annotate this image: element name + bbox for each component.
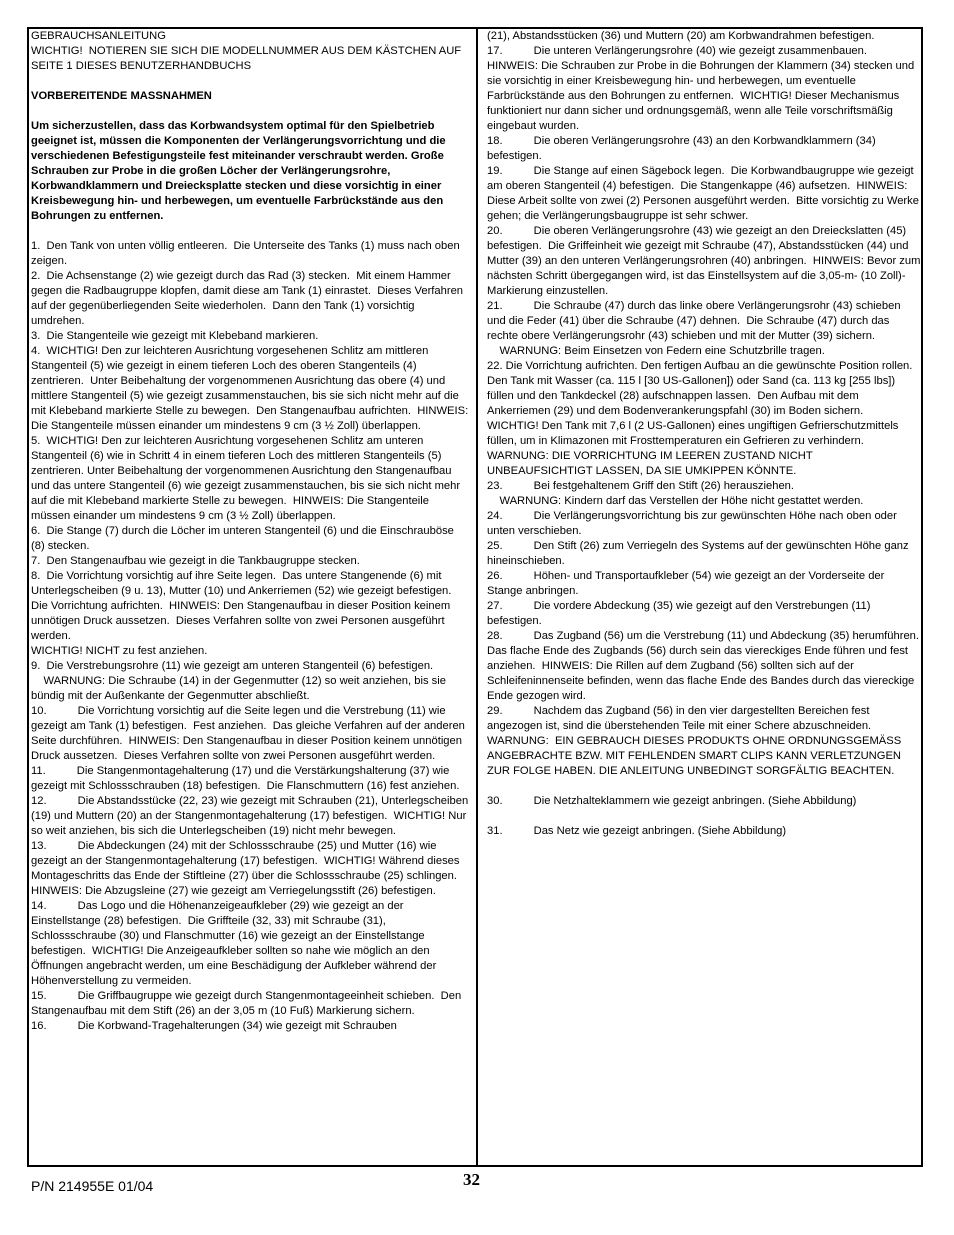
paragraph: 4. WICHTIG! Den zur leichteren Ausrichtung vorgesehenen Schlitz am mittleren Stangenteil (5) wie gezeigt in einem tieferen Loch des oberen Stangenteils (4) zentrieren. Unter Beibehaltung der vorgenommenen Ausrichtung das obere (4) und mittlere Stangenteil (5) wie gezeigt zusammenstauchen, bis sie sich nicht mehr auf die mit Klebeband markierte Stelle zu bewegen. Den Stangenaufbau aufrichten. HINWEIS: Die Stangenteile müssen einander um mindestens 9 cm (3 ½ Zoll) überlappen. <box>31 345 472 432</box>
paragraph: 31. Das Netz wie gezeigt anbringen. (Siehe Abbildung) <box>487 825 787 837</box>
paragraph: WARNUNG: Kindern darf das Verstellen der Höhe nicht gestattet werden. <box>487 495 864 507</box>
blank-line <box>487 809 921 824</box>
paragraph: 15. Die Griffbaugruppe wie gezeigt durch Stangenmontageeinheit schieben. Den Stangenaufbau mit dem Stift (26) an der 3,05 m (10 Fuß) Markierung sichern. <box>31 990 465 1017</box>
blank-line <box>31 74 469 89</box>
paragraph: WARNUNG: EIN GEBRAUCH DIESES PRODUKTS OHNE ORDNUNGSGEMÄSS ANGEBRACHTE BZW. MIT FEHLENDEN SMART CLIPS KANN VERLETZUNGEN ZUR FOLGE HABEN. DIE ANLEITUNG UNBEDINGT SORGFÄLTIG BEACHTEN. <box>487 735 905 777</box>
paragraph: 28. Das Zugband (56) um die Verstrebung (11) und Abdeckung (35) herumführen. Das flache Ende des Zugbands (56) durch sein das viereckiges Ende führen und fest anziehen. HINWEIS: Die Rillen auf dem Zugband (56) sollten sich auf der Schleifeninnenseite befinden, wenn das flache Ende des Bandes durch das viereckige Ende gezogen wird. <box>487 630 926 702</box>
paragraph: 17. Die unteren Verlängerungsrohre (40) wie gezeigt zusammenbauen. HINWEIS: Die Schrauben zur Probe in die Bohrungen der Klammern (34) stecken und sie vorsichtig in einer Kreisbewegung hin- und herbewegen, um eventuelle Farbrückstände aus den Bohrungen zu entfernen. WICHTIG! Dieser Mechanismus funktioniert nur dann sicher und ordnungsgemäß, wenn alle Teile vorschriftsmäßig eingebaut wurden. <box>487 45 918 132</box>
paragraph: 10. Die Vorrichtung vorsichtig auf die Seite legen und die Verstrebung (11) wie gezeigt am Tank (1) befestigen. Fest anziehen. Das gleiche Verfahren auf der anderen Seite durchführen. HINWEIS: Den Stangenaufbau in dieser Position keinem unnötigen Druck aussetzen. Dieses Verfahren sollte von zwei Personen ausgeführt werden. <box>31 705 468 762</box>
paragraph: 9. Die Verstrebungsrohre (11) wie gezeigt am unteren Stangenteil (6) befestigen. <box>31 660 434 672</box>
paragraph: WICHTIG! NOTIEREN SIE SICH DIE MODELLNUMMER AUS DEM KÄSTCHEN AUF SEITE 1 DIESES BENUTZERHANDBUCHS <box>31 45 465 72</box>
paragraph: WARNUNG: DIE VORRICHTUNG IM LEEREN ZUSTAND NICHT UNBEAUFSICHTIGT LASSEN, DA SIE UMKIPPEN KÖNNTE. <box>487 450 816 477</box>
paragraph: 16. Die Korbwand-Tragehalterungen (34) wie gezeigt mit Schrauben <box>31 1020 397 1032</box>
column-divider <box>476 27 478 1167</box>
paragraph: 23. Bei festgehaltenem Griff den Stift (26) herausziehen. <box>487 480 794 492</box>
paragraph: WARNUNG: Die Schraube (14) in der Gegenmutter (12) so weit anziehen, bis sie bündig mit der Außenkante der Gegenmutter abschließt. <box>31 675 450 702</box>
paragraph: 22. Die Vorrichtung aufrichten. Den fertigen Aufbau an die gewünschte Position rollen. Den Tank mit Wasser (ca. 115 l [30 US-Gallonen]) oder Sand (ca. 113 kg [255 lbs]) füllen und den Tankdeckel (28) aufschnappen lassen. Den Aufbau mit dem Ankerriemen (29) und dem Bodenverankerungspfahl (30) im Boden sichern. WICHTIG! Den Tank mit 7,6 l (2 US-Gallonen) eines ungiftigen Gefrierschutzmittels füllen, um in Klimazonen mit Frosttemperaturen ein Gefrieren zu verhindern. <box>487 360 916 447</box>
paragraph: 7. Den Stangenaufbau wie gezeigt in die Tankbaugruppe stecken. <box>31 555 360 567</box>
paragraph: WICHTIG! NICHT zu fest anziehen. <box>31 645 208 657</box>
paragraph: 19. Die Stange auf einen Sägebock legen. Die Korbwandbaugruppe wie gezeigt am oberen Stangenteil (4) befestigen. Die Stangenkappe (46) aufsetzen. HINWEIS: Diese Arbeit sollte von zwei (2) Personen ausgeführt werden. Bitte vorsichtig zu Werke gehen; die Verlängerungsbaugruppe ist sehr schwer. <box>487 165 923 222</box>
part-number: P/N 214955E 01/04 <box>31 1178 154 1194</box>
paragraph: 18. Die oberen Verlängerungsrohre (43) an den Korbwandklammern (34) befestigen. <box>487 135 879 162</box>
paragraph: GEBRAUCHSANLEITUNG <box>31 30 166 42</box>
paragraph: 8. Die Vorrichtung vorsichtig auf ihre Seite legen. Das untere Stangenende (6) mit Unterlegscheiben (9 u. 13), Mutter (10) und Ankerriemen (52) wie gezeigt befestigen. Die Vorrichtung aufrichten. HINWEIS: Den Stangenaufbau in dieser Position keinem unnötigen Druck aussetzen. Dieses Verfahren sollte von zwei Personen ausgeführt werden. <box>31 570 458 642</box>
left-column <box>31 29 472 1034</box>
paragraph: 3. Die Stangenteile wie gezeigt mit Klebeband markieren. <box>31 330 319 342</box>
paragraph: 30. Die Netzhalteklammern wie gezeigt anbringen. (Siehe Abbildung) <box>487 795 857 807</box>
paragraph: Um sicherzustellen, dass das Korbwandsystem optimal für den Spielbetrieb geeignet ist, müssen die Komponenten der Verlängerungsvorrichtung und die verschiedenen Befestigungsteile fest miteinander verschraubt werden. Große Schrauben zur Probe in die großen Löcher der Verlängerungsrohre, Korbwandklammern und Dreiecksplatte stecken und diese vorsichtig in einer Kreisbewegung hin- und herbewegen, um eventuelle Farbrückstände aus den Bohrungen zu entfernen. <box>31 120 449 222</box>
page-number: 32 <box>463 1170 480 1189</box>
paragraph: 21. Die Schraube (47) durch das linke obere Verlängerungsrohr (43) schieben und die Feder (41) über die Schraube (47) dehnen. Die Schraube (47) durch das rechte obere Verlängerungsrohr (43) schieben und mit der Mutter (39) sichern. <box>487 300 904 342</box>
paragraph: 26. Höhen- und Transportaufkleber (54) wie gezeigt an der Vorderseite der Stange anbringen. <box>487 570 888 597</box>
paragraph: 29. Nachdem das Zugband (56) in den vier dargestellten Bereichen fest angezogen ist, sind die überstehenden Teile mit einer Schere abzuschneiden. <box>487 705 873 732</box>
paragraph: 27. Die vordere Abdeckung (35) wie gezeigt auf den Verstrebungen (11) befestigen. <box>487 600 874 627</box>
blank-line <box>31 104 469 119</box>
paragraph: 24. Die Verlängerungsvorrichtung bis zur gewünschten Höhe nach oben oder unten verschieben. <box>487 510 900 537</box>
blank-line <box>31 224 469 239</box>
paragraph: 5. WICHTIG! Den zur leichteren Ausrichtung vorgesehenen Schlitz am unteren Stangenteil (6) wie in Schritt 4 in einem tieferen Loch des mittleren Stangenteils (5) zentrieren. Unter Beibehaltung der vorgenommenen Ausrichtung den Stangenaufbau und das untere Stangenteil (6) wie gezeigt zusammenstauchen, bis sie sich nicht mehr auf die mit Klebeband markierte Stelle zu bewegen. HINWEIS: Die Stangenteile müssen einander um mindestens 9 cm (3 ½ Zoll) überlappen. <box>31 435 464 522</box>
paragraph: WARNUNG: Beim Einsetzen von Federn eine Schutzbrille tragen. <box>487 345 825 357</box>
paragraph: 14. Das Logo und die Höhenanzeigeaufkleber (29) wie gezeigt an der Einstellstange (28) befestigen. Die Griffteile (32, 33) mit Schraube (31), Schlossschraube (30) und Flanschmutter (16) wie gezeigt an der Einstellstange befestigen. WICHTIG! Die Anzeigeaufkleber sollten so nahe wie möglich an den Öffnungen angebracht werden, um eine Beschädigung der Aufkleber während der Höhenverstellung zu vermeiden. <box>31 900 440 987</box>
blank-line <box>487 779 921 794</box>
paragraph: 2. Die Achsenstange (2) wie gezeigt durch das Rad (3) stecken. Mit einem Hammer gegen die Radbaugruppe klopfen, damit diese am Tank (1) einrastet. Dieses Verfahren auf der gegenüberliegenden Seite wiederholen. Dann den Tank (1) vorsichtig umdrehen. <box>31 270 467 327</box>
paragraph: 1. Den Tank von unten völlig entleeren. Die Unterseite des Tanks (1) muss nach oben zeigen. <box>31 240 463 267</box>
paragraph: 25. Den Stift (26) zum Verriegeln des Systems auf der gewünschten Höhe ganz hineinschieben. <box>487 540 912 567</box>
paragraph: 13. Die Abdeckungen (24) mit der Schlossschraube (25) und Mutter (16) wie gezeigt an der Stangenmontagehalterung (17) befestigen. WICHTIG! Während dieses Montageschritts das Ende der Stiftleine (27) über die Schlossschraube (25) schlingen. HINWEIS: Die Abzugsleine (27) wie gezeigt am Verriegelungsstift (26) befestigen. <box>31 840 464 897</box>
right-column <box>487 29 926 839</box>
paragraph: 6. Die Stange (7) durch die Löcher im unteren Stangenteil (6) und die Einschrauböse (8) stecken. <box>31 525 458 552</box>
paragraph: 12. Die Abstandsstücke (22, 23) wie gezeigt mit Schrauben (21), Unterlegscheiben (19) und Muttern (20) an der Stangenmontagehalterung (17) befestigen. WICHTIG! Nur so weit anziehen, bis sich die Unterlegscheiben (19) nicht mehr bewegen. <box>31 795 472 837</box>
paragraph: VORBEREITENDE MASSNAHMEN <box>31 90 212 102</box>
paragraph: 20. Die oberen Verlängerungsrohre (43) wie gezeigt an den Dreieckslatten (45) befestigen. Die Griffeinheit wie gezeigt mit Schraube (47), Abstandsstücken (44) und Mutter (39) an den unteren Verlängerungsrohren (40) anbringen. HINWEIS: Bevor zum nächsten Schritt übergegangen wird, ist das Einstellsystem auf die 3,05-m- (10 Zoll)-Markierung einzustellen. <box>487 225 924 297</box>
paragraph: 11. Die Stangenmontagehalterung (17) und die Verstärkungshalterung (37) wie gezeigt mit Schlossschrauben (18) befestigen. Die Flanschmuttern (16) fest anziehen. <box>31 765 460 792</box>
paragraph: (21), Abstandsstücken (36) und Muttern (20) am Korbwandrahmen befestigen. <box>487 30 875 42</box>
